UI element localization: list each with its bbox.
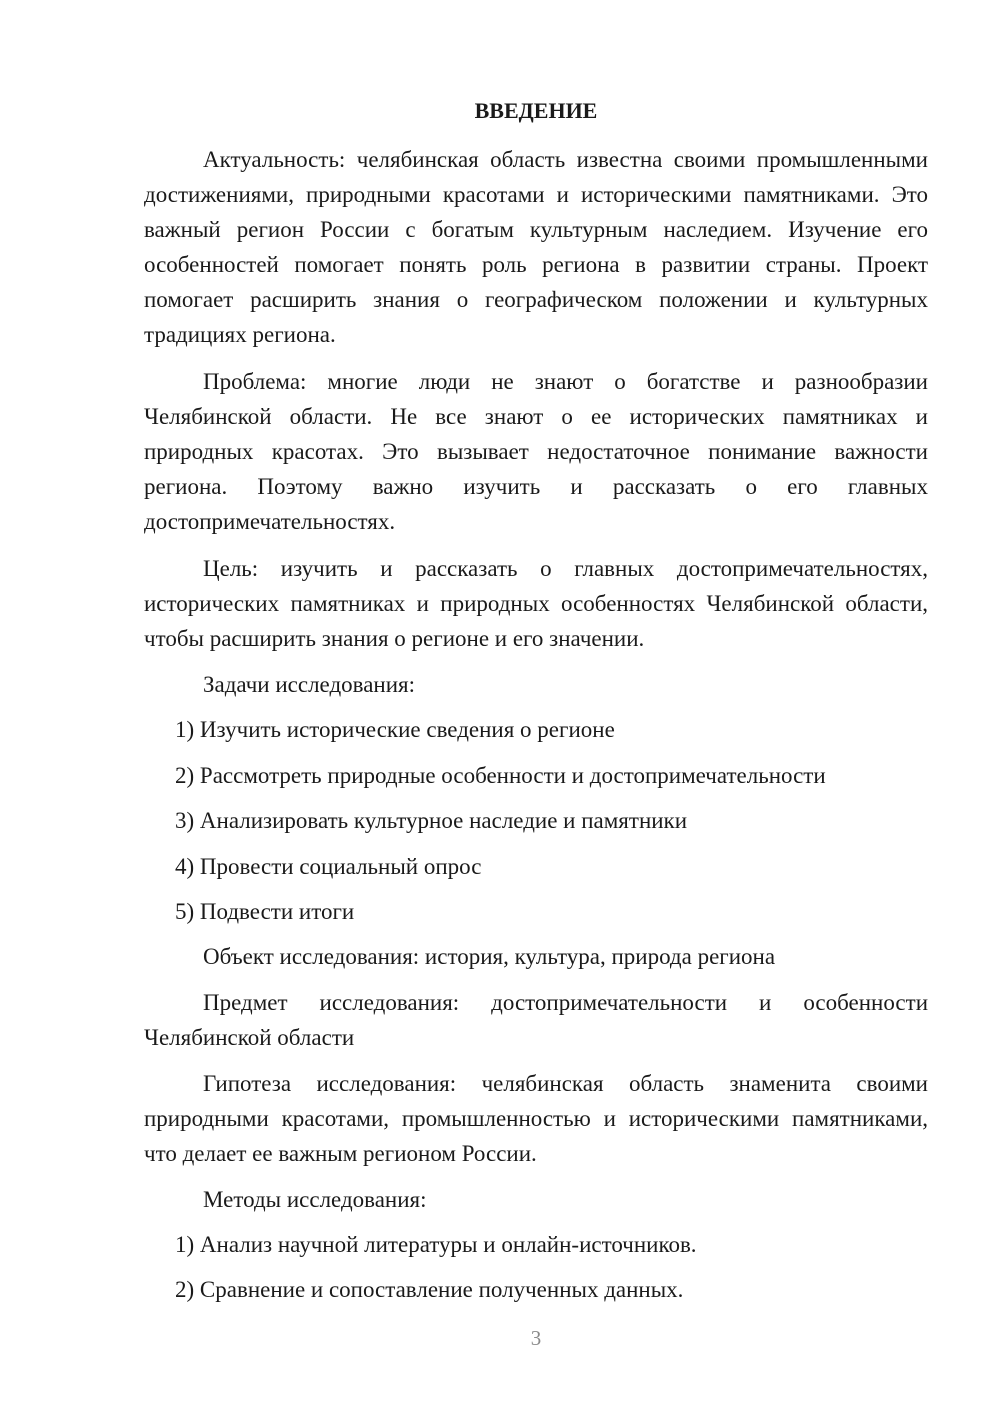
task-item-1: 1) Изучить исторические сведения о регионе [175, 717, 615, 742]
tasks-title: Задачи исследования: [203, 672, 416, 697]
method-item-2: 2) Сравнение и сопоставление полученных данных. [175, 1277, 684, 1302]
problem-paragraph: Проблема: многие люди не знают о богатстве и разнообразии Челябинской области. Не все знают о ее исторических памятниках и природных красотах. Это вызывает недостаточное понимание важности региона. Поэтому важно изучить и рассказать о его главных достопримечательностях. [144, 369, 928, 534]
task-item-5: 5) Подвести итоги [175, 899, 355, 924]
method-item-1: 1) Анализ научной литературы и онлайн-источников. [175, 1232, 697, 1257]
task-item-3: 3) Анализировать культурное наследие и памятники [175, 808, 688, 833]
subject-paragraph: Предмет исследования: достопримечательности и особенности Челябинской области [144, 990, 928, 1050]
methods-title: Методы исследования: [203, 1187, 427, 1212]
task-item-4: 4) Провести социальный опрос [175, 854, 482, 879]
object-line: Объект исследования: история, культура, природа региона [203, 944, 776, 969]
page-number: 3 [530, 1326, 542, 1350]
task-item-2: 2) Рассмотреть природные особенности и достопримечательности [175, 763, 826, 788]
section-heading: ВВЕДЕНИЕ [474, 98, 598, 123]
hypothesis-paragraph: Гипотеза исследования: челябинская область знаменита своими природными красотами, промышленностью и историческими памятниками, что делает ее важным регионом России. [144, 1071, 928, 1166]
goal-paragraph: Цель: изучить и рассказать о главных достопримечательностях, исторических памятниках и природных особенностях Челябинской области, чтобы расширить знания о регионе и его значении. [144, 556, 928, 651]
relevance-paragraph: Актуальность: челябинская область известна своими промышленными достижениями, природными красотами и историческими памятниками. Это важный регион России с богатым культурным наследием. Изучение его особенностей помогает понять роль региона в развитии страны. Проект помогает расширить знания о географическом положении и культурных традициях региона. [144, 147, 928, 347]
